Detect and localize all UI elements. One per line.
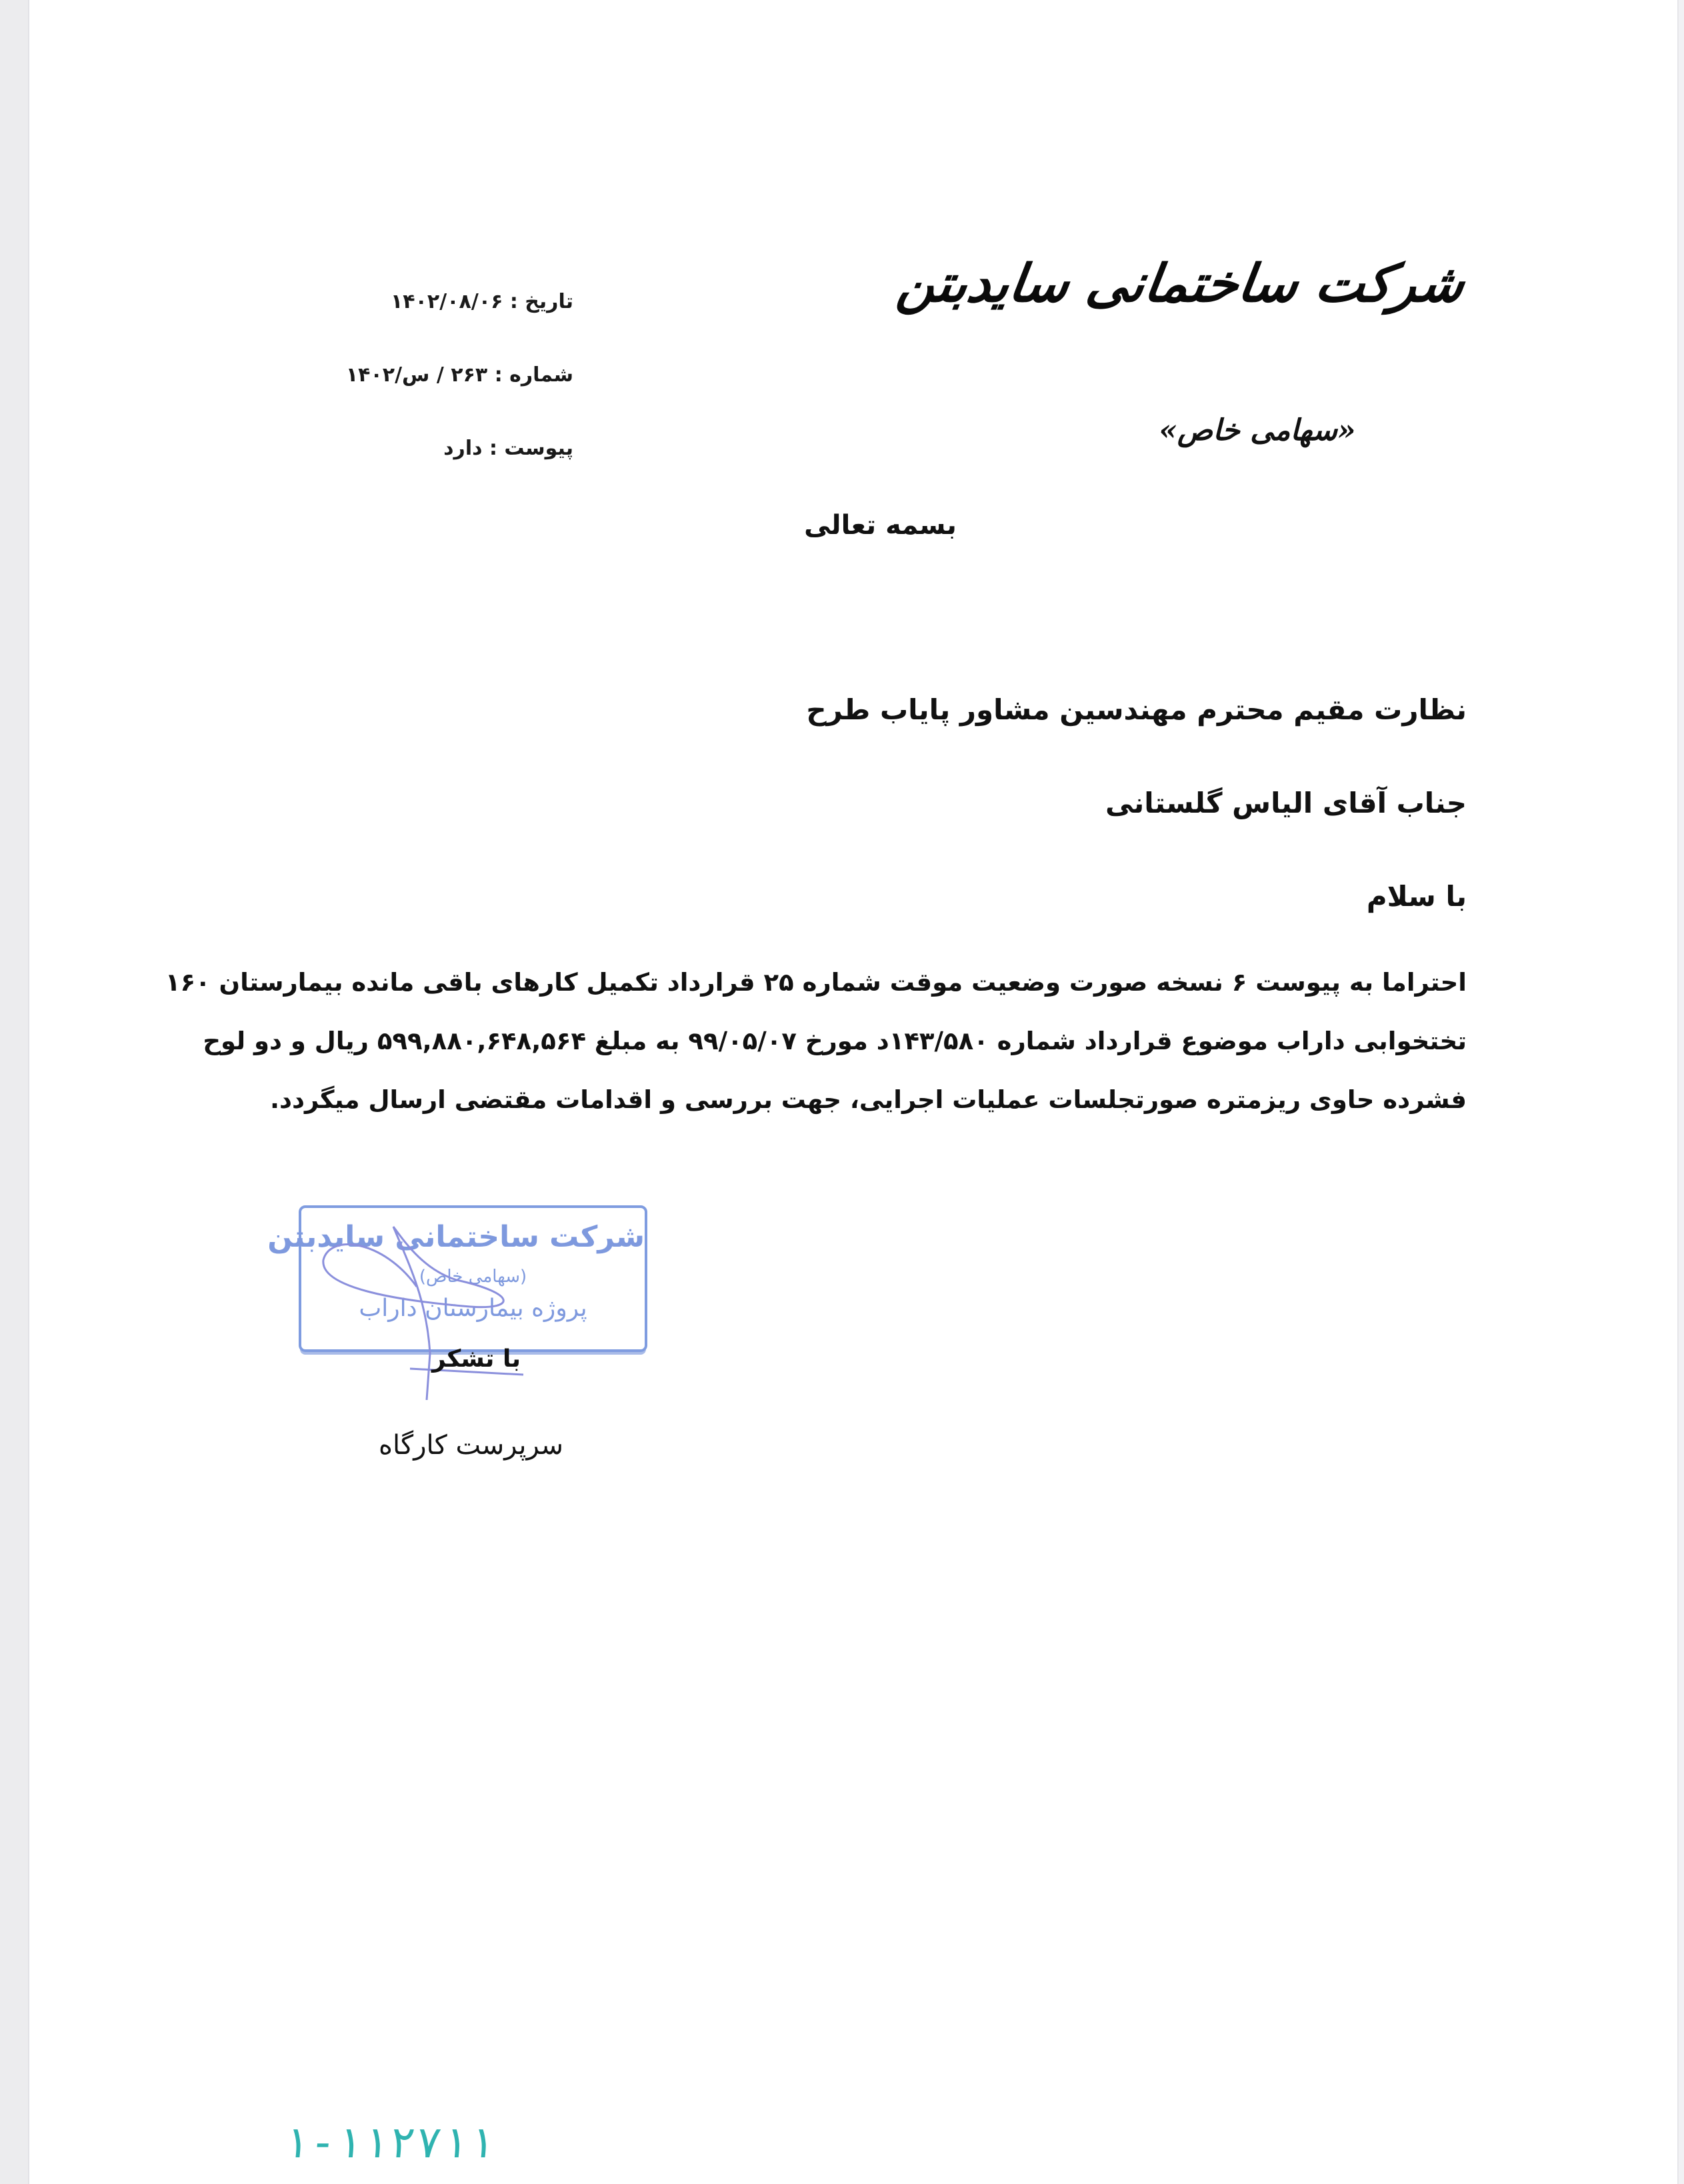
- recipient-organization: نظارت مقیم محترم مهندسین مشاور پایاب طرح: [806, 693, 1467, 726]
- stamp-type: (سهامی خاص): [419, 1267, 527, 1287]
- number-label: شماره :: [494, 363, 573, 387]
- body-line-2: تختخوابی داراب موضوع قرارداد شماره ۱۴۳/۵۸۰د مورخ ۹۹/۰۵/۰۷ به مبلغ ۵۹۹,۸۸۰,۶۴۸,۵۶۴ ریال و دو لوح: [203, 1027, 1467, 1055]
- greeting: با سلام: [1366, 880, 1467, 913]
- attachment-label: پیوست :: [489, 437, 573, 460]
- stamp-company: شرکت ساختمانی سایدبتن: [267, 1220, 645, 1254]
- scan-left-edge: [0, 0, 29, 2184]
- invocation: بسمه تعالی: [804, 510, 957, 541]
- company-type: «سهامی خاص»: [1159, 413, 1356, 447]
- number-value: ۲۶۳ / س/۱۴۰۲: [345, 363, 488, 387]
- date-label: تاریخ :: [509, 290, 573, 313]
- company-logo: شرکت ساختمانی سایدبتن: [893, 253, 1469, 314]
- handwritten-note: ۱-۱۱۲۷۱۱: [280, 2117, 498, 2168]
- signatory-title: سرپرست کارگاه: [379, 1430, 564, 1461]
- date-value: ۱۴۰۲/۰۸/۰۶: [391, 290, 503, 313]
- scan-right-edge: [1677, 0, 1684, 2184]
- date-line: [391, 290, 573, 313]
- stamp-project: پروژه بیمارستان داراب: [359, 1295, 587, 1322]
- recipient-person: جناب آقای الیاس گلستانی: [1105, 787, 1467, 819]
- attachment-line: [443, 437, 573, 460]
- body-line-3: فشرده حاوی ریزمتره صورتجلسات عملیات اجرایی، جهت بررسی و اقدامات مقتضی ارسال میگردد.: [270, 1085, 1467, 1114]
- attachment-value: دارد: [443, 437, 483, 460]
- number-line: [346, 363, 573, 387]
- closing: با تشکر: [431, 1345, 521, 1373]
- body-line-1: احتراما به پیوست ۶ نسخه صورت وضعیت موقت شماره ۲۵ قرارداد تکمیل کارهای باقی مانده بیمارستان ۱۶۰: [165, 968, 1467, 997]
